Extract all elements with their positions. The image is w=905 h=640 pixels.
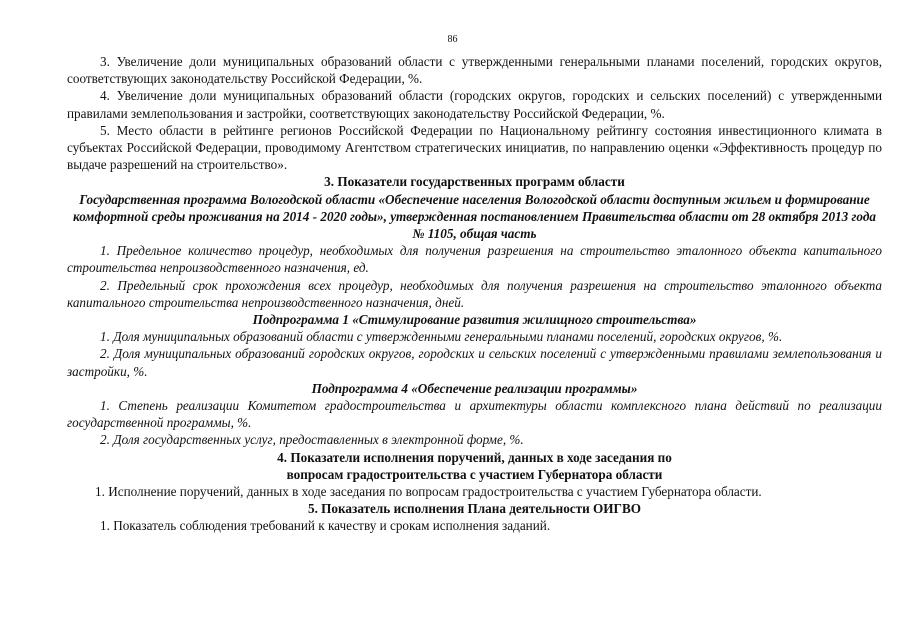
section-4-item: 1. Исполнение поручений, данных в ходе заседания по вопросам градостроительства с участием Губернатора области. [95, 484, 762, 500]
subprogram-4-heading: Подпрограмма 4 «Обеспечение реализации программы» [311, 380, 638, 396]
page-number: 86 [447, 34, 458, 45]
subprogram-1-heading: Подпрограмма 1 «Стимулирование развития жилищного строительства» [252, 312, 697, 328]
program-heading: Государственная программа Вологодской области «Обеспечение населения Вологодской области доступным жильем и формирование комфортной среды проживания на 2014 - 2020 годы», утвержденная постановлением Правительства области от 28 октября 2013 года № 1105, общая часть [73, 191, 876, 242]
paragraph: 3. Увеличение доли муниципальных образований области с утвержденными генеральными планами поселений, городских округов, соответствующих законодательству Российской Федерации, %. [67, 54, 882, 87]
section-4-heading-line-1: 4. Показатели исполнения поручений, данных в ходе заседания по [277, 449, 672, 465]
section-4-heading-line-2: вопросам градостроительства с участием Губернатора области [286, 466, 663, 482]
program-item: 1. Предельное количество процедур, необходимых для получения разрешения на строительство эталонного объекта капитального строительства непроизводственного назначения, ед. [67, 243, 882, 276]
section-5-item: 1. Показатель соблюдения требований к качеству и срокам исполнения заданий. [100, 518, 551, 534]
program-item: 2. Предельный срок прохождения всех процедур, необходимых для получения разрешения на строительство эталонного объекта капитального строительства непроизводственного назначения, дней. [67, 277, 882, 310]
subprogram-1-item: 1. Доля муниципальных образований области с утвержденными генеральными планами поселений, городских округов, %. [100, 329, 783, 345]
subprogram-4-item: 2. Доля государственных услуг, предоставленных в электронной форме, %. [100, 432, 524, 448]
subprogram-1-item: 2. Доля муниципальных образований городских округов, городских и сельских поселений с утвержденными правилами землепользования и застройки, %. [67, 346, 882, 379]
paragraph: 5. Место области в рейтинге регионов Российской Федерации по Национальному рейтингу состояния инвестиционного климата в субъектах Российской Федерации, проводимому Агентством стратегических инициатив, по направлению оценки «Эффективность процедур по выдаче разрешений на строительство». [67, 122, 882, 173]
page-content [67, 53, 882, 535]
section-3-heading: 3. Показатели государственных программ области [324, 174, 625, 190]
subprogram-4-item: 1. Степень реализации Комитетом градостроительства и архитектуры области комплексного плана действий по реализации государственной программы, %. [67, 398, 882, 431]
section-5-heading: 5. Показатель исполнения Плана деятельности ОИГВО [307, 501, 641, 517]
paragraph: 4. Увеличение доли муниципальных образований области (городских округов, городских и сельских поселений) с утвержденными правилами землепользования и застройки, соответствующих законодательству Российской Федерации, %. [67, 88, 882, 121]
